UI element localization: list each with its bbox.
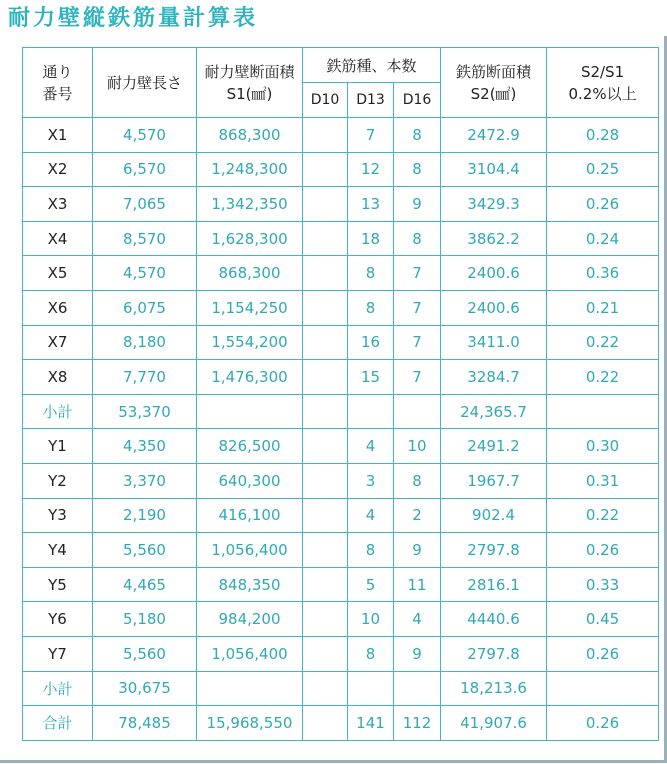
cell-wall-length: 7,770 xyxy=(93,360,197,395)
header-s2 xyxy=(441,48,547,118)
cell-wall-length: 4,465 xyxy=(93,567,197,602)
cell-row-id: Y4 xyxy=(23,533,93,568)
cell-d13: 10 xyxy=(348,602,394,637)
header-d13: D13 xyxy=(348,83,394,118)
cell-s2: 2797.8 xyxy=(441,533,547,568)
cell-ratio: 0.26 xyxy=(547,187,659,222)
cell-d16: 9 xyxy=(394,533,441,568)
cell-d16 xyxy=(394,394,441,429)
cell-wall-length: 30,675 xyxy=(93,671,197,706)
cell-d16: 7 xyxy=(394,256,441,291)
cell-s1 xyxy=(197,394,303,429)
cell-s1: 1,554,200 xyxy=(197,325,303,360)
cell-row-id: X1 xyxy=(23,118,93,153)
cell-d10 xyxy=(303,118,348,153)
header-d16: D16 xyxy=(394,83,441,118)
cell-s2: 3104.4 xyxy=(441,152,547,187)
cell-d13 xyxy=(348,671,394,706)
cell-d16: 4 xyxy=(394,602,441,637)
cell-s2: 2472.9 xyxy=(441,118,547,153)
cell-row-id: X2 xyxy=(23,152,93,187)
header-s1-line1: 耐力壁断面積 xyxy=(204,62,295,81)
cell-wall-length: 8,180 xyxy=(93,325,197,360)
cell-d13: 7 xyxy=(348,118,394,153)
cell-d16: 7 xyxy=(394,360,441,395)
cell-ratio: 0.28 xyxy=(547,118,659,153)
cell-s1: 416,100 xyxy=(197,498,303,533)
header-row-label xyxy=(23,48,93,118)
cell-ratio xyxy=(547,671,659,706)
cell-ratio: 0.21 xyxy=(547,290,659,325)
cell-d16: 8 xyxy=(394,118,441,153)
cell-s1: 1,476,300 xyxy=(197,360,303,395)
cell-ratio: 0.22 xyxy=(547,360,659,395)
cell-s2: 18,213.6 xyxy=(441,671,547,706)
header-ratio-line1: S2/S1 xyxy=(580,62,625,81)
cell-s1: 640,300 xyxy=(197,463,303,498)
cell-s1: 15,968,550 xyxy=(197,706,303,741)
cell-ratio: 0.33 xyxy=(547,567,659,602)
cell-ratio xyxy=(547,394,659,429)
cell-d13: 8 xyxy=(348,290,394,325)
cell-s1: 984,200 xyxy=(197,602,303,637)
table-row xyxy=(23,602,659,637)
cell-s1: 1,248,300 xyxy=(197,152,303,187)
cell-s2: 2491.2 xyxy=(441,429,547,464)
table-row xyxy=(23,636,659,671)
cell-d10 xyxy=(303,671,348,706)
cell-d10 xyxy=(303,636,348,671)
table-row xyxy=(23,360,659,395)
cell-d16: 8 xyxy=(394,152,441,187)
cell-d16: 10 xyxy=(394,429,441,464)
header-s2-line1: 鉄筋断面積 xyxy=(456,62,532,81)
cell-wall-length: 3,370 xyxy=(93,463,197,498)
cell-s1: 868,300 xyxy=(197,256,303,291)
cell-wall-length: 2,190 xyxy=(93,498,197,533)
cell-wall-length: 4,350 xyxy=(93,429,197,464)
table-row xyxy=(23,567,659,602)
cell-s2: 2400.6 xyxy=(441,290,547,325)
cell-row-id: Y6 xyxy=(23,602,93,637)
cell-wall-length: 6,570 xyxy=(93,152,197,187)
cell-d10 xyxy=(303,256,348,291)
cell-d16: 112 xyxy=(394,706,441,741)
cell-d13: 16 xyxy=(348,325,394,360)
cell-wall-length: 5,560 xyxy=(93,636,197,671)
page-title: 耐力壁縦鉄筋量計算表 xyxy=(8,6,259,31)
total-row xyxy=(23,706,659,741)
cell-s2: 902.4 xyxy=(441,498,547,533)
cell-ratio: 0.26 xyxy=(547,706,659,741)
cell-d13: 3 xyxy=(348,463,394,498)
cell-d10 xyxy=(303,360,348,395)
cell-row-id: X8 xyxy=(23,360,93,395)
cell-ratio: 0.45 xyxy=(547,602,659,637)
cell-ratio: 0.22 xyxy=(547,498,659,533)
cell-ratio: 0.24 xyxy=(547,221,659,256)
table-row xyxy=(23,325,659,360)
cell-wall-length: 8,570 xyxy=(93,221,197,256)
cell-wall-length: 53,370 xyxy=(93,394,197,429)
cell-s2: 24,365.7 xyxy=(441,394,547,429)
cell-wall-length: 4,570 xyxy=(93,256,197,291)
cell-row-id: Y3 xyxy=(23,498,93,533)
cell-s1: 1,342,350 xyxy=(197,187,303,222)
cell-d10 xyxy=(303,706,348,741)
cell-s2: 2400.6 xyxy=(441,256,547,291)
table-row xyxy=(23,256,659,291)
cell-s2: 2797.8 xyxy=(441,636,547,671)
table-row xyxy=(23,429,659,464)
header-d10: D10 xyxy=(303,83,348,118)
cell-d10 xyxy=(303,463,348,498)
cell-d16: 7 xyxy=(394,290,441,325)
cell-ratio: 0.22 xyxy=(547,325,659,360)
cell-wall-length: 78,485 xyxy=(93,706,197,741)
cell-row-id: Y1 xyxy=(23,429,93,464)
table-row xyxy=(23,533,659,568)
table-row xyxy=(23,290,659,325)
cell-d13: 18 xyxy=(348,221,394,256)
subtotal-row xyxy=(23,671,659,706)
cell-s2: 4440.6 xyxy=(441,602,547,637)
cell-d16: 8 xyxy=(394,463,441,498)
subtotal-row xyxy=(23,394,659,429)
cell-d10 xyxy=(303,567,348,602)
cell-row-id: X4 xyxy=(23,221,93,256)
cell-row-id: Y2 xyxy=(23,463,93,498)
cell-s1: 1,056,400 xyxy=(197,636,303,671)
cell-d16 xyxy=(394,671,441,706)
cell-d13: 5 xyxy=(348,567,394,602)
cell-row-id: Y5 xyxy=(23,567,93,602)
cell-d13: 15 xyxy=(348,360,394,395)
cell-s2: 2816.1 xyxy=(441,567,547,602)
cell-ratio: 0.31 xyxy=(547,463,659,498)
cell-d10 xyxy=(303,290,348,325)
table-row xyxy=(23,152,659,187)
cell-d10 xyxy=(303,602,348,637)
table-row xyxy=(23,187,659,222)
cell-s1: 868,300 xyxy=(197,118,303,153)
cell-row-id: X6 xyxy=(23,290,93,325)
cell-d13: 141 xyxy=(348,706,394,741)
header-ratio-line2: 0.2%以上 xyxy=(568,84,637,103)
cell-d10 xyxy=(303,152,348,187)
cell-d16: 7 xyxy=(394,325,441,360)
cell-ratio: 0.26 xyxy=(547,636,659,671)
cell-s2: 3284.7 xyxy=(441,360,547,395)
cell-s1: 1,056,400 xyxy=(197,533,303,568)
cell-wall-length: 5,180 xyxy=(93,602,197,637)
cell-d13: 12 xyxy=(348,152,394,187)
cell-d10 xyxy=(303,429,348,464)
cell-d10 xyxy=(303,221,348,256)
cell-s2: 3862.2 xyxy=(441,221,547,256)
cell-d10 xyxy=(303,498,348,533)
cell-d13 xyxy=(348,394,394,429)
cell-d10 xyxy=(303,325,348,360)
cell-s2: 3411.0 xyxy=(441,325,547,360)
table-row xyxy=(23,463,659,498)
cell-d16: 9 xyxy=(394,187,441,222)
table-row xyxy=(23,221,659,256)
cell-d16: 2 xyxy=(394,498,441,533)
cell-s1: 1,154,250 xyxy=(197,290,303,325)
cell-row-id: 小計 xyxy=(23,394,93,429)
cell-d13: 4 xyxy=(348,498,394,533)
header-s2-line2: S2(㎟) xyxy=(470,84,517,103)
cell-d13: 4 xyxy=(348,429,394,464)
header-row-label-line2: 番号 xyxy=(42,84,73,103)
cell-row-id: X5 xyxy=(23,256,93,291)
cell-ratio: 0.30 xyxy=(547,429,659,464)
cell-s1: 1,628,300 xyxy=(197,221,303,256)
cell-d10 xyxy=(303,394,348,429)
cell-row-id: Y7 xyxy=(23,636,93,671)
cell-d13: 8 xyxy=(348,636,394,671)
cell-s1: 826,500 xyxy=(197,429,303,464)
cell-d10 xyxy=(303,187,348,222)
cell-row-id: 合計 xyxy=(23,706,93,741)
cell-wall-length: 4,570 xyxy=(93,118,197,153)
cell-d10 xyxy=(303,533,348,568)
cell-s2: 1967.7 xyxy=(441,463,547,498)
cell-s2: 3429.3 xyxy=(441,187,547,222)
cell-ratio: 0.25 xyxy=(547,152,659,187)
rebar-calculation-table xyxy=(22,47,659,741)
table-row xyxy=(23,498,659,533)
cell-wall-length: 7,065 xyxy=(93,187,197,222)
header-wall-length: 耐力壁長さ xyxy=(93,48,197,118)
cell-s2: 41,907.6 xyxy=(441,706,547,741)
cell-wall-length: 6,075 xyxy=(93,290,197,325)
header-ratio xyxy=(547,48,659,118)
cell-s1 xyxy=(197,671,303,706)
cell-row-id: 小計 xyxy=(23,671,93,706)
cell-d16: 9 xyxy=(394,636,441,671)
cell-ratio: 0.36 xyxy=(547,256,659,291)
cell-d16: 11 xyxy=(394,567,441,602)
cell-d13: 13 xyxy=(348,187,394,222)
cell-d16: 8 xyxy=(394,221,441,256)
cell-row-id: X3 xyxy=(23,187,93,222)
header-s1-line2: S1(㎟) xyxy=(226,84,273,103)
header-rebar-group: 鉄筋種、本数 xyxy=(303,48,441,83)
cell-ratio: 0.26 xyxy=(547,533,659,568)
cell-wall-length: 5,560 xyxy=(93,533,197,568)
table-row xyxy=(23,118,659,153)
header-row-label-line1: 通り xyxy=(42,62,73,81)
table-body xyxy=(23,118,659,741)
cell-row-id: X7 xyxy=(23,325,93,360)
header-s1 xyxy=(197,48,303,118)
cell-s1: 848,350 xyxy=(197,567,303,602)
cell-d13: 8 xyxy=(348,256,394,291)
cell-d13: 8 xyxy=(348,533,394,568)
